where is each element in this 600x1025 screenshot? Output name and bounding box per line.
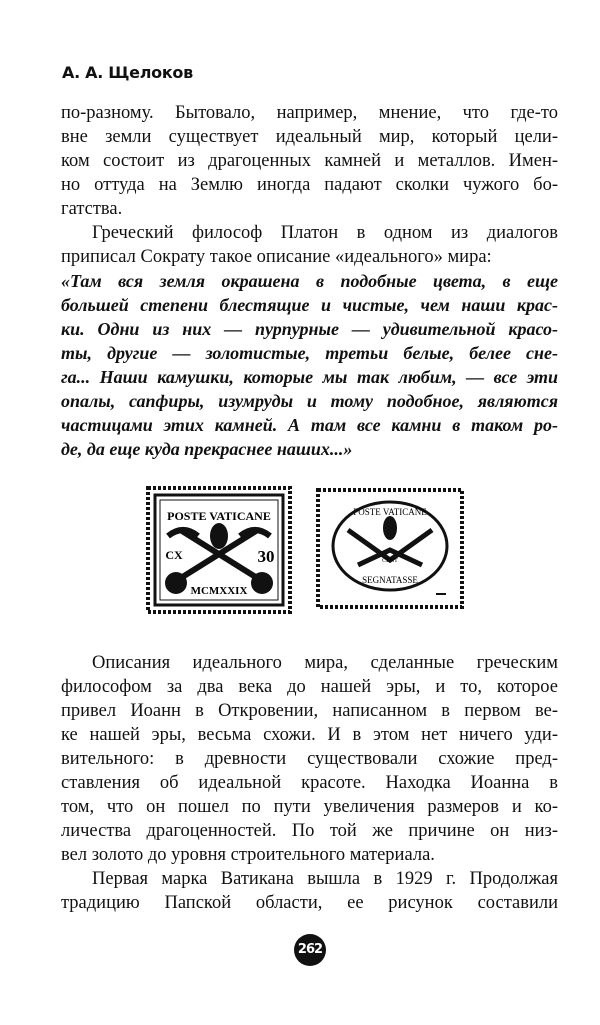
text-line: Греческий философ Платон в одном из диалогов <box>92 223 558 243</box>
text-line: философом за два века до нашей эры, и то, которое <box>61 677 558 697</box>
text-block-bottom <box>61 651 558 915</box>
stamp-segnatasse <box>318 490 462 607</box>
stamp-illustrations <box>146 486 466 616</box>
stamp-text: 30 <box>257 547 275 566</box>
text-line: вительного: в древности существовали схожие пред- <box>61 749 558 769</box>
text-line: де, да еще куда прекраснее наших...» <box>61 439 353 459</box>
text-line: частицами этих камней. А там все камни в таком ро- <box>61 415 558 435</box>
stamp-text: MCMXXIX <box>190 585 248 597</box>
text-line: га... Наши камушки, которые мы так любим, — все эти <box>61 367 558 387</box>
stamp-text: CENT <box>382 558 398 564</box>
stamp-text: SEGNATASSE <box>362 575 418 585</box>
text-line: личества драгоценностей. По той же причине он низ- <box>61 821 558 841</box>
text-line: привел Иоанн в Откровении, написанном в первом ве- <box>61 701 558 721</box>
stamp-text: POSTE VATICANE <box>167 509 271 523</box>
text-line: Описания идеального мира, сделанные греческим <box>92 653 558 673</box>
text-line: ке нашей эры, весьма схожи. И в этом нет ничего уди- <box>61 725 558 745</box>
text-block-top <box>61 101 558 461</box>
text-line: большей степени блестящие и чистые, чем наши крас- <box>61 295 558 315</box>
text-line: ты, другие — золотистые, третьи белые, белее сне- <box>61 343 558 363</box>
text-line: Первая марка Ватикана вышла в 1929 г. Продолжая <box>92 869 558 889</box>
text-line: по-разному. Бытовало, например, мнение, что где-то <box>61 103 558 123</box>
text-line: ки. Одни из них — пурпурные — удивительной красо- <box>61 319 558 339</box>
text-line: том, что он пошел по пути увеличения размеров и ко- <box>61 797 558 817</box>
page-number: 262 <box>294 934 326 966</box>
text-line: гатства. <box>61 199 123 219</box>
text-line: вел золото до уровня строительного материала. <box>61 845 435 865</box>
text-line: ком состоит из драгоценных камней и металлов. Имен- <box>61 151 558 171</box>
stamp-poste-vaticane-30 <box>148 488 290 612</box>
running-header-author: А. А. Щелоков <box>62 63 193 82</box>
text-line: опалы, сапфиры, изумруды и тому подобное, являются <box>61 391 558 411</box>
stamp-text: CX <box>165 548 183 562</box>
text-line: приписал Сократу такое описание «идеального» мира: <box>61 247 492 267</box>
text-line: ставления об идеальной красоте. Находка Иоанна в <box>61 773 558 793</box>
stamp-text: POSTE VATICANE <box>353 507 427 517</box>
text-line: но оттуда на Землю иногда падают сколки чужого бо- <box>61 175 558 195</box>
text-line: вне земли существует идеальный мир, который цели- <box>61 127 558 147</box>
text-line: традицию Папской области, ее рисунок составили <box>61 893 558 913</box>
text-line: «Там вся земля окрашена в подобные цвета, в еще <box>61 271 558 291</box>
